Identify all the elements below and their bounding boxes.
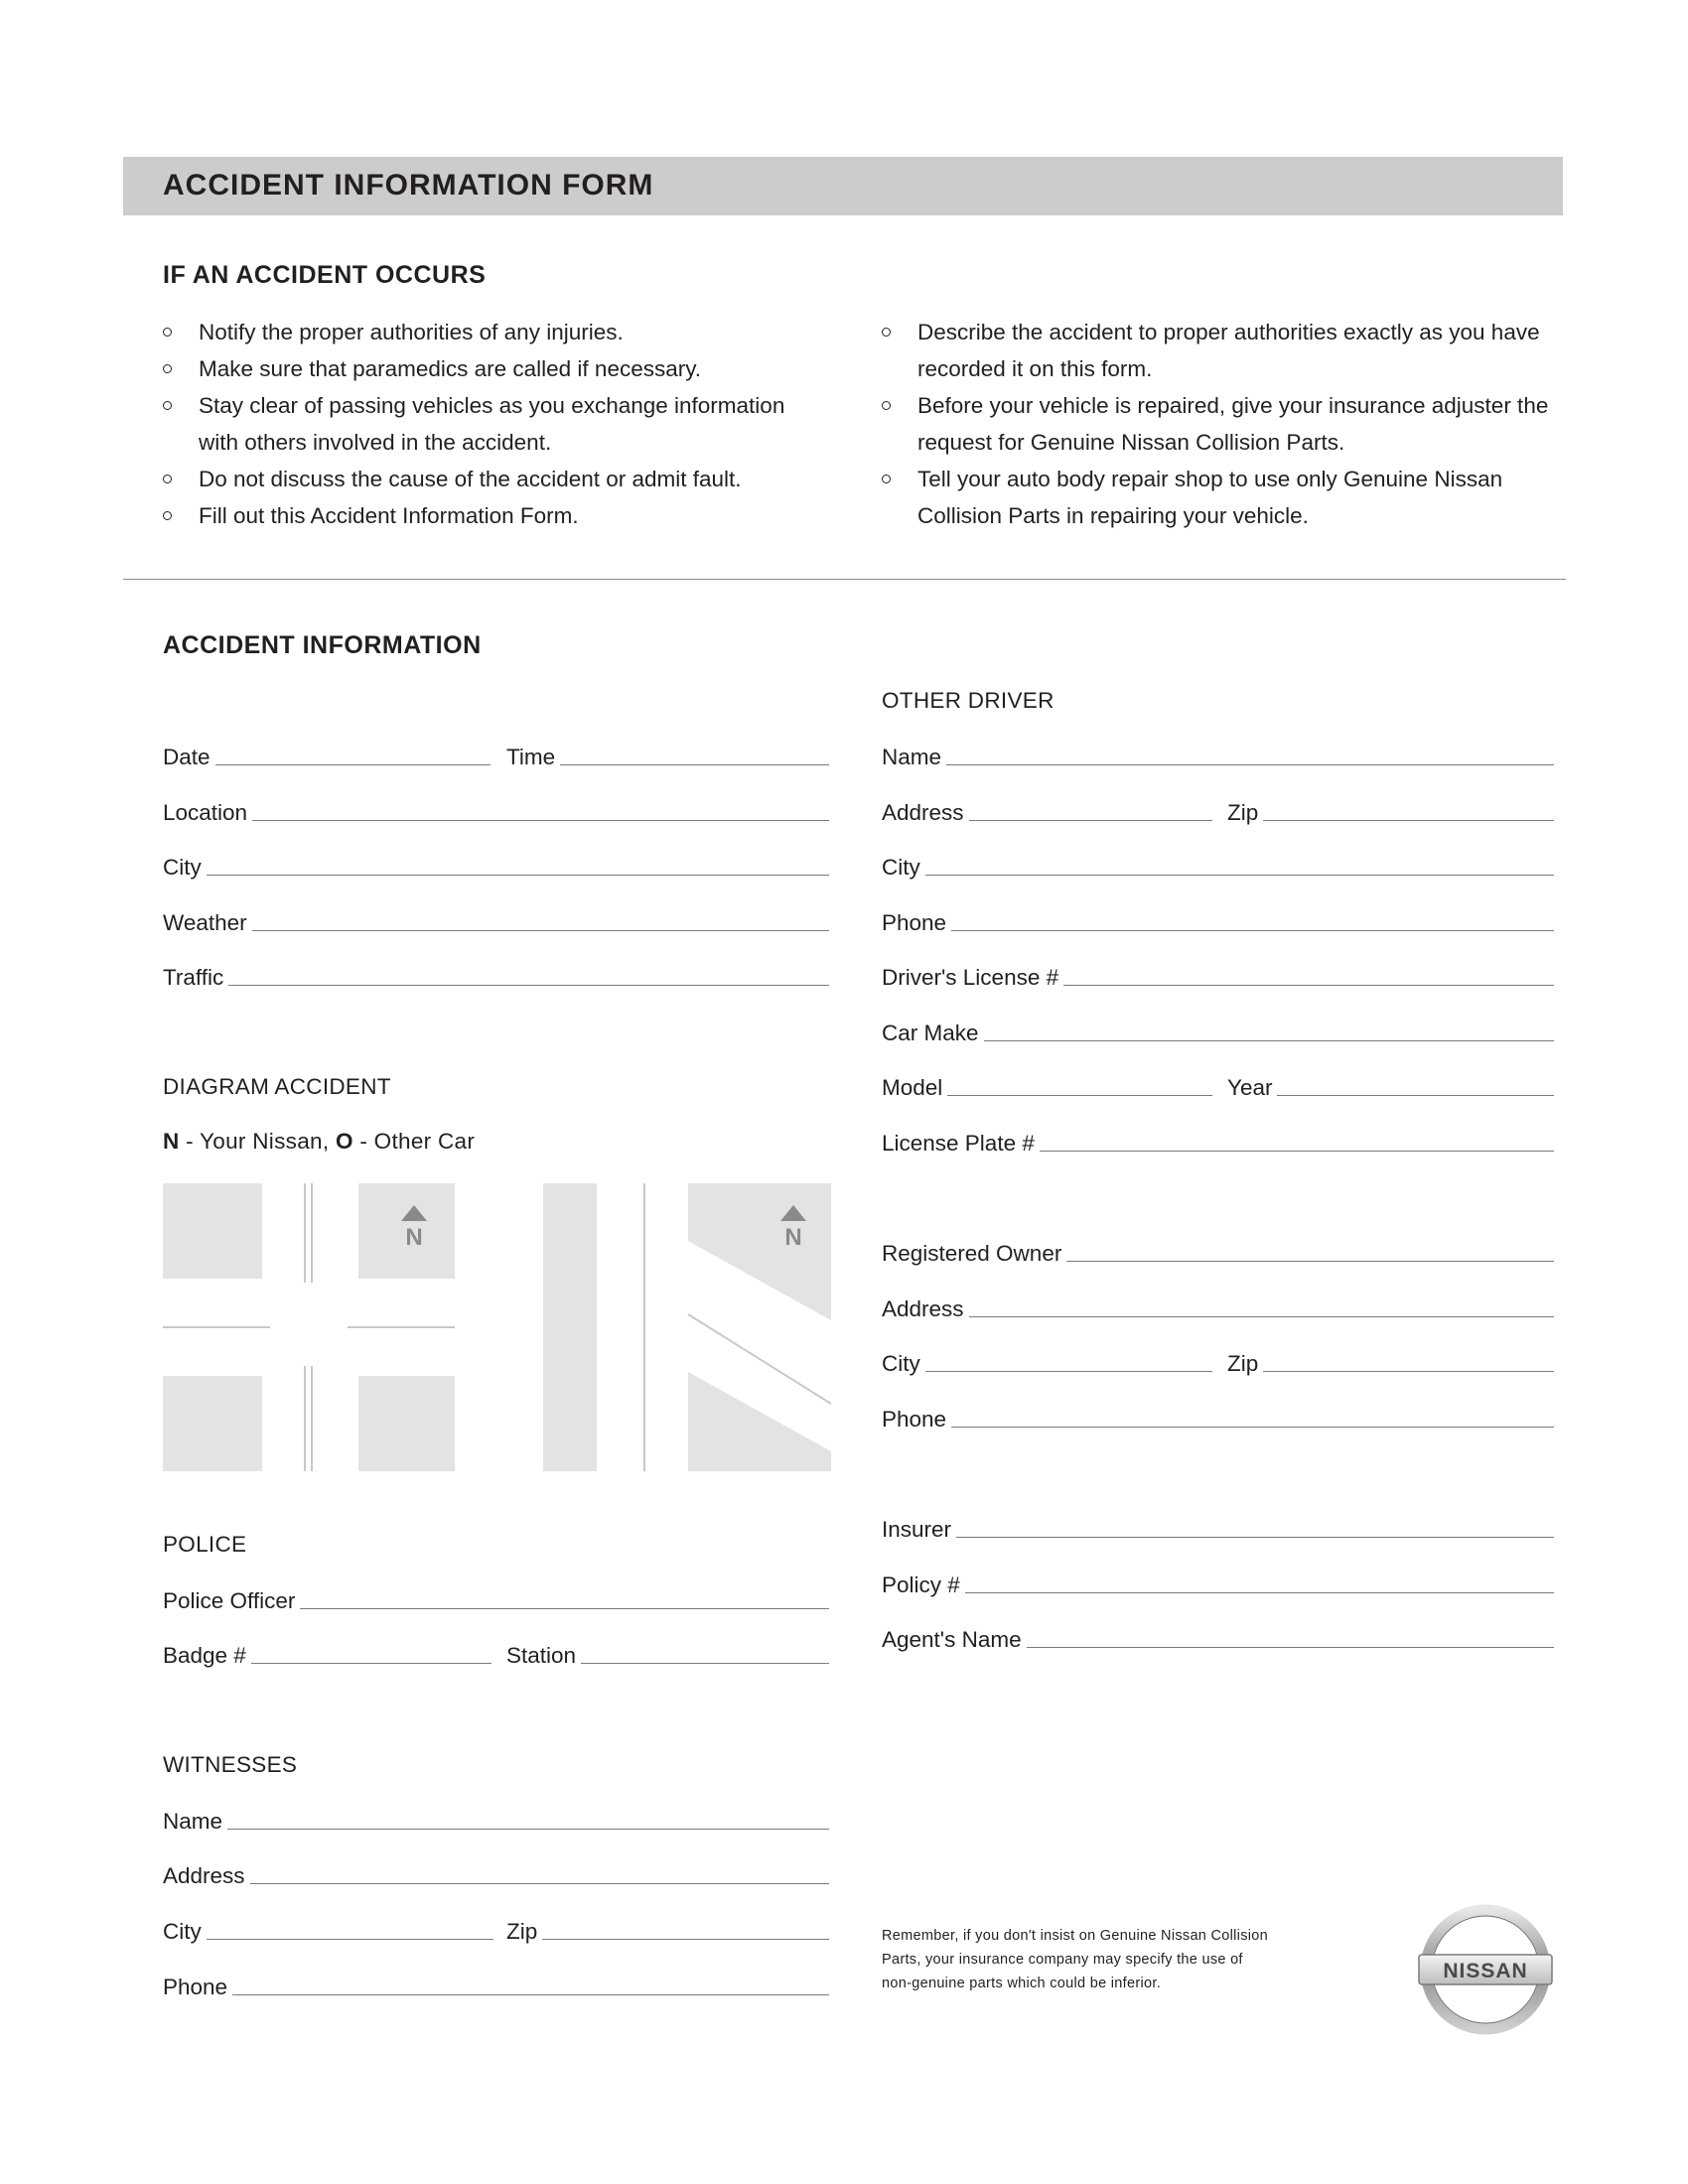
other-driver-phone-field[interactable]: [882, 906, 1554, 936]
north-label: N: [784, 1224, 802, 1251]
drivers-license-input-line[interactable]: [1063, 985, 1554, 986]
intersection-diagram[interactable]: [163, 1183, 455, 1471]
owner-phone-field[interactable]: [882, 1403, 1554, 1433]
other-driver-name-field[interactable]: [882, 741, 1554, 770]
other-driver-city-field[interactable]: [882, 851, 1554, 881]
list-item: Make sure that paramedics are called if necessary.: [161, 350, 826, 387]
witness-address-field[interactable]: [163, 1859, 829, 1889]
weather-field[interactable]: [163, 906, 829, 936]
owner-city-label: City: [882, 1351, 920, 1376]
block-bottom-right: [358, 1376, 455, 1471]
other-driver-zip-field[interactable]: [1227, 796, 1554, 826]
legend-nissan-key: N: [163, 1129, 180, 1154]
witness-city-label: City: [163, 1919, 202, 1944]
station-input-line[interactable]: [581, 1663, 829, 1664]
traffic-field[interactable]: [163, 961, 829, 991]
witness-zip-input-line[interactable]: [542, 1939, 829, 1940]
other-driver-name-input-line[interactable]: [946, 764, 1554, 765]
date-label: Date: [163, 745, 211, 769]
owner-zip-label: Zip: [1227, 1351, 1259, 1376]
list-item: Notify the proper authorities of any injuries.: [161, 314, 826, 350]
other-driver-address-input-line[interactable]: [969, 820, 1212, 821]
witness-phone-field[interactable]: [163, 1971, 829, 2000]
owner-zip-input-line[interactable]: [1263, 1371, 1554, 1372]
instructions-left-list: [161, 314, 826, 534]
owner-address-field[interactable]: [882, 1293, 1554, 1322]
title-banner: [123, 157, 1563, 215]
instructions-right-list: [880, 314, 1565, 534]
year-field[interactable]: [1227, 1071, 1554, 1101]
list-item: Stay clear of passing vehicles as you exchange information with others involved in the accident.: [161, 387, 826, 461]
insurer-label: Insurer: [882, 1517, 952, 1542]
drivers-license-field[interactable]: [882, 961, 1554, 991]
license-plate-input-line[interactable]: [1040, 1151, 1554, 1152]
weather-label: Weather: [163, 910, 247, 935]
traffic-label: Traffic: [163, 965, 224, 990]
other-driver-phone-label: Phone: [882, 910, 947, 935]
city-label: City: [163, 855, 202, 880]
model-label: Model: [882, 1075, 943, 1100]
registered-owner-input-line[interactable]: [1066, 1261, 1554, 1262]
block-top-left: [163, 1183, 262, 1279]
insurer-input-line[interactable]: [956, 1537, 1554, 1538]
list-item: Before your vehicle is repaired, give your insurance adjuster the request for Genuine Nissan Collision Parts.: [880, 387, 1565, 461]
block-bottom-right: [688, 1372, 831, 1471]
policy-field[interactable]: [882, 1569, 1554, 1598]
witness-address-label: Address: [163, 1863, 245, 1888]
nissan-logo-icon: [1416, 1900, 1555, 2039]
legend-nissan-text: - Your Nissan,: [179, 1129, 336, 1154]
station-label: Station: [506, 1643, 577, 1668]
block-bottom-left: [163, 1376, 262, 1471]
registered-owner-label: Registered Owner: [882, 1241, 1062, 1266]
owner-address-label: Address: [882, 1297, 964, 1321]
station-field[interactable]: [506, 1639, 829, 1669]
owner-zip-field[interactable]: [1227, 1347, 1554, 1377]
registered-owner-field[interactable]: [882, 1237, 1554, 1267]
diagram-legend: [163, 1129, 475, 1155]
section-divider: [123, 579, 1566, 580]
other-driver-address-field[interactable]: [882, 796, 1212, 826]
policy-input-line[interactable]: [965, 1592, 1554, 1593]
car-make-input-line[interactable]: [984, 1040, 1554, 1041]
time-input-line[interactable]: [560, 764, 829, 765]
car-make-field[interactable]: [882, 1017, 1554, 1046]
legend-other-key: O: [335, 1129, 353, 1154]
badge-field[interactable]: [163, 1639, 492, 1669]
angled-road-diagram[interactable]: [543, 1183, 831, 1471]
owner-phone-label: Phone: [882, 1407, 947, 1432]
weather-input-line[interactable]: [252, 930, 829, 931]
owner-phone-input-line[interactable]: [951, 1427, 1554, 1428]
logo-text: NISSAN: [1443, 1960, 1528, 1982]
insurer-field[interactable]: [882, 1513, 1554, 1543]
witness-name-input-line[interactable]: [227, 1829, 829, 1830]
time-label: Time: [506, 745, 556, 769]
police-officer-field[interactable]: [163, 1584, 829, 1614]
policy-label: Policy #: [882, 1572, 960, 1597]
owner-address-input-line[interactable]: [969, 1316, 1554, 1317]
form-title: ACCIDENT INFORMATION FORM: [163, 169, 654, 202]
badge-label: Badge #: [163, 1643, 246, 1668]
witness-city-field[interactable]: [163, 1915, 493, 1945]
block-left-strip: [543, 1183, 597, 1471]
car-make-label: Car Make: [882, 1021, 979, 1045]
owner-city-field[interactable]: [882, 1347, 1212, 1377]
block-top-right: [688, 1183, 831, 1320]
witness-zip-field[interactable]: [506, 1915, 829, 1945]
owner-city-input-line[interactable]: [925, 1371, 1212, 1372]
police-officer-input-line[interactable]: [300, 1608, 829, 1609]
date-input-line[interactable]: [215, 764, 491, 765]
diagram-heading: DIAGRAM ACCIDENT: [163, 1074, 391, 1099]
year-label: Year: [1227, 1075, 1273, 1100]
witness-phone-input-line[interactable]: [232, 1994, 829, 1995]
other-driver-address-label: Address: [882, 800, 964, 825]
other-driver-city-input-line[interactable]: [925, 875, 1554, 876]
license-plate-field[interactable]: [882, 1127, 1554, 1157]
if-accident-heading: IF AN ACCIDENT OCCURS: [163, 261, 487, 289]
police-heading: POLICE: [163, 1532, 247, 1557]
witness-zip-label: Zip: [506, 1919, 538, 1944]
witness-name-field[interactable]: [163, 1805, 829, 1835]
other-driver-phone-input-line[interactable]: [951, 930, 1554, 931]
date-field[interactable]: [163, 741, 491, 770]
list-item: Fill out this Accident Information Form.: [161, 497, 826, 534]
location-label: Location: [163, 800, 248, 825]
drivers-license-label: Driver's License #: [882, 965, 1059, 990]
witness-name-label: Name: [163, 1809, 223, 1834]
city-input-line[interactable]: [207, 875, 829, 876]
legend-other-text: - Other Car: [352, 1129, 476, 1154]
accident-info-heading: ACCIDENT INFORMATION: [163, 631, 482, 659]
witness-address-input-line[interactable]: [250, 1883, 829, 1884]
location-input-line[interactable]: [252, 820, 829, 821]
model-field[interactable]: [882, 1071, 1212, 1101]
location-field[interactable]: [163, 796, 829, 826]
accident-city-field[interactable]: [163, 851, 829, 881]
other-driver-zip-input-line[interactable]: [1263, 820, 1554, 821]
agent-name-label: Agent's Name: [882, 1627, 1022, 1652]
footer-note: Remember, if you don't insist on Genuine Nissan Collision Parts, your insurance company may specify the use of non-genuine parts which could be inferior.: [882, 1928, 1268, 1991]
north-label: N: [405, 1224, 423, 1251]
police-officer-label: Police Officer: [163, 1588, 296, 1613]
list-item: Do not discuss the cause of the accident or admit fault.: [161, 461, 826, 497]
model-input-line[interactable]: [947, 1095, 1212, 1096]
list-item: Tell your auto body repair shop to use only Genuine Nissan Collision Parts in repairing your vehicle.: [880, 461, 1565, 534]
traffic-input-line[interactable]: [228, 985, 829, 986]
time-field[interactable]: [506, 741, 829, 770]
license-plate-label: License Plate #: [882, 1131, 1035, 1156]
witnesses-heading: WITNESSES: [163, 1752, 298, 1777]
other-driver-city-label: City: [882, 855, 920, 880]
witness-city-input-line[interactable]: [207, 1939, 493, 1940]
list-item: Describe the accident to proper authorities exactly as you have recorded it on this form.: [880, 314, 1565, 387]
badge-input-line[interactable]: [251, 1663, 492, 1664]
agent-name-input-line[interactable]: [1027, 1647, 1554, 1648]
agent-name-field[interactable]: [882, 1623, 1554, 1653]
other-driver-zip-label: Zip: [1227, 800, 1259, 825]
year-input-line[interactable]: [1277, 1095, 1554, 1096]
witness-phone-label: Phone: [163, 1975, 228, 1999]
other-driver-name-label: Name: [882, 745, 942, 769]
other-driver-heading: OTHER DRIVER: [882, 688, 1055, 713]
